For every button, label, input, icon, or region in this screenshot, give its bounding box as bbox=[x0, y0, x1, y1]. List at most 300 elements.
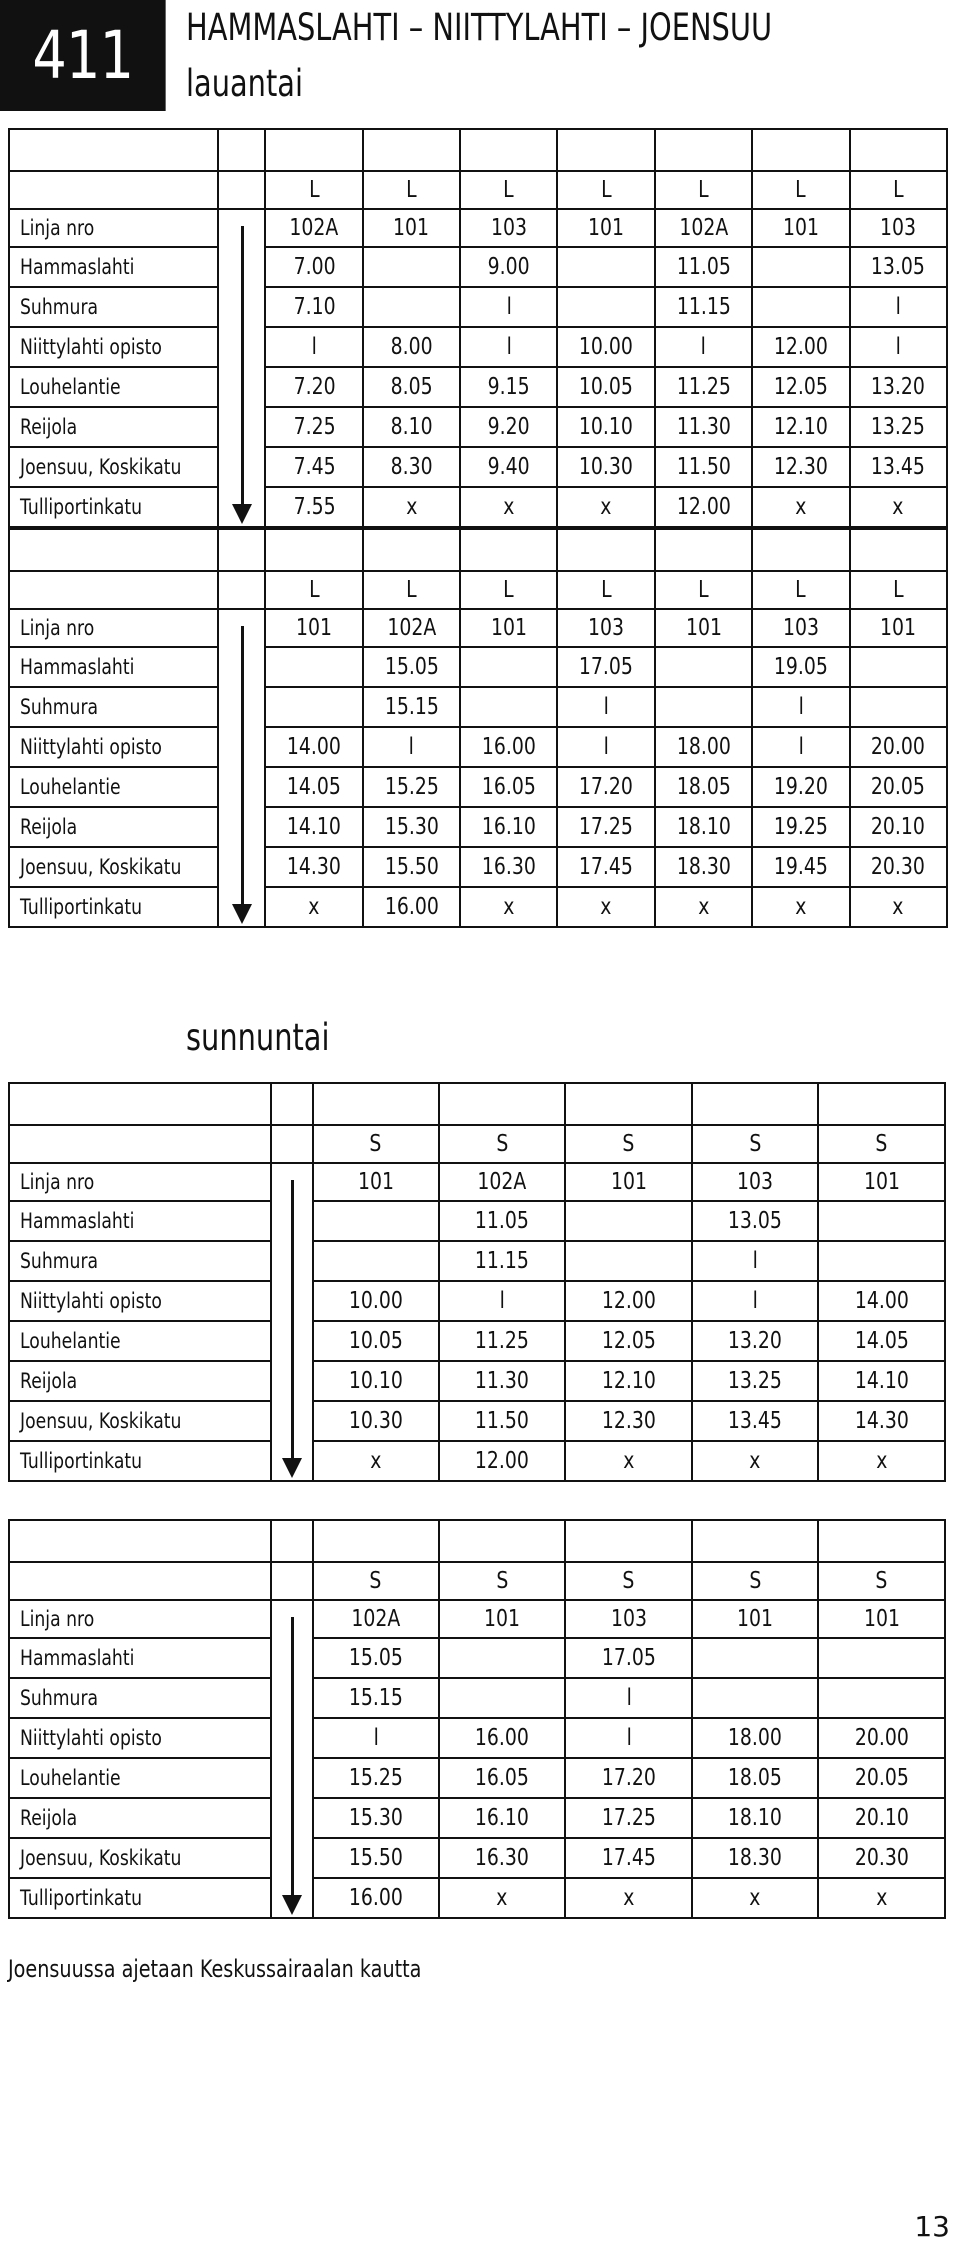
departure-time: 10.00 bbox=[348, 1288, 403, 1314]
empty-cell bbox=[218, 129, 266, 171]
line-number: 101 bbox=[393, 215, 430, 241]
time-cell bbox=[557, 727, 654, 767]
departure-time: 14.10 bbox=[854, 1368, 909, 1394]
code-row-label bbox=[9, 1562, 271, 1600]
departure-time: 16.00 bbox=[481, 734, 536, 760]
line-number: 101 bbox=[737, 1606, 774, 1632]
departure-time: 11.15 bbox=[676, 294, 731, 320]
departure-time: l bbox=[798, 694, 804, 720]
empty-cell bbox=[692, 1083, 818, 1125]
departure-time: 10.10 bbox=[348, 1368, 403, 1394]
stop-row bbox=[9, 847, 947, 887]
departure-time: 20.30 bbox=[854, 1845, 909, 1871]
stop-label-cell bbox=[9, 687, 218, 727]
timetable-2 bbox=[8, 528, 948, 928]
day-code-cell bbox=[313, 1125, 439, 1163]
line-number: 103 bbox=[588, 615, 625, 641]
time-cell bbox=[313, 1838, 439, 1878]
time-cell bbox=[363, 327, 460, 367]
departure-time: 18.05 bbox=[728, 1765, 783, 1791]
time-cell bbox=[439, 1201, 565, 1241]
day-code: L bbox=[406, 577, 417, 603]
code-row bbox=[9, 1125, 945, 1163]
day-code-cell bbox=[439, 1562, 565, 1600]
stop-row bbox=[9, 1758, 945, 1798]
departure-time: 12.10 bbox=[601, 1368, 656, 1394]
time-cell bbox=[439, 1401, 565, 1441]
departure-time: 18.05 bbox=[676, 774, 731, 800]
stop-label: Hammaslahti bbox=[20, 1209, 135, 1233]
departure-time: 12.00 bbox=[601, 1288, 656, 1314]
time-cell bbox=[692, 1758, 818, 1798]
departure-time: 18.00 bbox=[676, 734, 731, 760]
day-code: L bbox=[600, 577, 612, 603]
departure-time: l bbox=[603, 694, 609, 720]
departure-time: 15.25 bbox=[348, 1765, 403, 1791]
time-cell bbox=[265, 807, 362, 847]
day-code: S bbox=[749, 1568, 762, 1594]
time-cell bbox=[557, 247, 654, 287]
time-cell bbox=[818, 1321, 945, 1361]
stop-row bbox=[9, 1441, 945, 1481]
time-cell bbox=[818, 1201, 945, 1241]
day-code-cell bbox=[265, 571, 362, 609]
departure-time: 19.20 bbox=[773, 774, 828, 800]
time-cell bbox=[655, 647, 752, 687]
stop-label-cell bbox=[9, 887, 218, 927]
departure-time: l bbox=[603, 734, 609, 760]
time-cell bbox=[752, 247, 849, 287]
stop-label: Linja nro bbox=[20, 616, 95, 640]
line-number: 101 bbox=[863, 1606, 900, 1632]
stop-row bbox=[9, 767, 947, 807]
time-cell bbox=[460, 807, 557, 847]
time-cell bbox=[818, 1838, 945, 1878]
stop-label-cell bbox=[9, 247, 218, 287]
empty-cell bbox=[655, 529, 752, 571]
stop-label-cell bbox=[9, 1878, 271, 1918]
departure-time: 7.00 bbox=[293, 254, 336, 280]
time-cell bbox=[655, 807, 752, 847]
stop-label: Suhmura bbox=[20, 1686, 99, 1710]
time-cell bbox=[692, 1281, 818, 1321]
stop-row bbox=[9, 1361, 945, 1401]
empty-cell bbox=[439, 1520, 565, 1562]
time-cell bbox=[313, 1361, 439, 1401]
direction-arrow-icon bbox=[241, 226, 244, 520]
stop-label: Louhelantie bbox=[20, 375, 121, 399]
line-number-cell bbox=[818, 1163, 945, 1201]
time-cell bbox=[655, 847, 752, 887]
day-code: L bbox=[893, 177, 904, 203]
time-cell bbox=[850, 847, 947, 887]
time-cell bbox=[363, 247, 460, 287]
departure-time: l bbox=[752, 1248, 758, 1274]
code-row-spacer bbox=[271, 1125, 313, 1163]
stop-label: Linja nro bbox=[20, 216, 95, 240]
time-cell bbox=[692, 1201, 818, 1241]
time-cell bbox=[850, 887, 947, 927]
time-cell bbox=[565, 1281, 691, 1321]
departure-time: x bbox=[749, 1885, 761, 1911]
time-cell bbox=[752, 887, 849, 927]
stop-label-cell bbox=[9, 1838, 271, 1878]
time-cell bbox=[655, 887, 752, 927]
empty-cell bbox=[9, 1083, 271, 1125]
time-cell bbox=[655, 687, 752, 727]
time-cell bbox=[439, 1878, 565, 1918]
stop-label-cell bbox=[9, 1638, 271, 1678]
departure-time: 16.10 bbox=[475, 1805, 530, 1831]
line-number-cell bbox=[752, 609, 849, 647]
empty-cell bbox=[313, 1520, 439, 1562]
line-number-cell bbox=[565, 1163, 691, 1201]
stop-label: Suhmura bbox=[20, 695, 99, 719]
time-cell bbox=[818, 1878, 945, 1918]
empty-cell bbox=[9, 529, 218, 571]
stop-label: Louhelantie bbox=[20, 1329, 121, 1353]
code-row bbox=[9, 1562, 945, 1600]
stop-label-cell bbox=[9, 447, 218, 487]
time-cell bbox=[692, 1441, 818, 1481]
stop-label: Hammaslahti bbox=[20, 255, 135, 279]
stop-label-cell bbox=[9, 1241, 271, 1281]
stop-label: Linja nro bbox=[20, 1170, 95, 1194]
time-cell bbox=[460, 687, 557, 727]
stop-label: Joensuu, Koskikatu bbox=[20, 1409, 182, 1433]
departure-time: 18.10 bbox=[676, 814, 731, 840]
departure-time: x bbox=[623, 1885, 635, 1911]
departure-time: 13.25 bbox=[728, 1368, 783, 1394]
stop-label-cell bbox=[9, 1281, 271, 1321]
time-cell bbox=[655, 767, 752, 807]
line-number-cell bbox=[265, 209, 362, 247]
stop-label: Reijola bbox=[20, 1369, 78, 1393]
departure-time: 17.25 bbox=[579, 814, 634, 840]
stop-label: Reijola bbox=[20, 1806, 78, 1830]
line-number-cell bbox=[565, 1600, 691, 1638]
time-cell bbox=[460, 487, 557, 527]
stop-label-cell bbox=[9, 327, 218, 367]
departure-time: 20.05 bbox=[871, 774, 926, 800]
departure-time: x bbox=[496, 1885, 508, 1911]
time-cell bbox=[265, 367, 362, 407]
time-cell bbox=[265, 287, 362, 327]
time-cell bbox=[850, 407, 947, 447]
departure-time: x bbox=[503, 494, 515, 520]
departure-time: x bbox=[370, 1448, 382, 1474]
time-cell bbox=[363, 407, 460, 447]
departure-time: 17.25 bbox=[601, 1805, 656, 1831]
stop-label-cell bbox=[9, 287, 218, 327]
stop-label: Niittylahti opisto bbox=[20, 335, 162, 359]
departure-time: 20.10 bbox=[871, 814, 926, 840]
empty-cell bbox=[218, 529, 265, 571]
time-cell bbox=[265, 447, 362, 487]
time-cell bbox=[818, 1281, 945, 1321]
departure-time: l bbox=[408, 734, 415, 760]
departure-time: 17.05 bbox=[601, 1645, 656, 1671]
code-row-label bbox=[9, 171, 218, 209]
stop-row bbox=[9, 327, 947, 367]
stop-label-cell bbox=[9, 1718, 271, 1758]
time-cell bbox=[655, 487, 752, 527]
time-cell bbox=[692, 1798, 818, 1838]
time-cell bbox=[265, 687, 362, 727]
day-code: S bbox=[496, 1568, 509, 1594]
time-cell bbox=[557, 287, 654, 327]
day-code: L bbox=[795, 577, 807, 603]
departure-time: 9.40 bbox=[487, 454, 530, 480]
time-cell bbox=[460, 367, 557, 407]
time-cell bbox=[439, 1441, 565, 1481]
departure-time: 19.45 bbox=[773, 854, 828, 880]
day-code: S bbox=[496, 1131, 509, 1157]
departure-time: 18.30 bbox=[676, 854, 731, 880]
time-cell bbox=[460, 847, 557, 887]
time-cell bbox=[850, 687, 947, 727]
stop-label-cell bbox=[9, 807, 218, 847]
empty-cell bbox=[271, 1520, 313, 1562]
stop-label: Niittylahti opisto bbox=[20, 735, 162, 759]
time-cell bbox=[439, 1321, 565, 1361]
stop-label-cell bbox=[9, 1798, 271, 1838]
line-number-cell bbox=[655, 209, 752, 247]
time-cell bbox=[313, 1718, 439, 1758]
departure-time: 11.15 bbox=[475, 1248, 530, 1274]
departure-time: x bbox=[892, 494, 904, 520]
stop-label-cell bbox=[9, 1678, 271, 1718]
stop-label: Joensuu, Koskikatu bbox=[20, 1846, 182, 1870]
day-code: L bbox=[600, 177, 612, 203]
direction-arrow-icon bbox=[241, 626, 244, 920]
departure-time: 20.10 bbox=[854, 1805, 909, 1831]
departure-time: 15.05 bbox=[348, 1645, 403, 1671]
time-cell bbox=[692, 1638, 818, 1678]
time-cell bbox=[460, 647, 557, 687]
departure-time: 8.30 bbox=[390, 454, 433, 480]
empty-cell bbox=[565, 1520, 691, 1562]
stop-label-cell bbox=[9, 487, 218, 527]
line-row bbox=[9, 609, 947, 647]
empty-row bbox=[9, 129, 947, 171]
departure-time: 14.00 bbox=[854, 1288, 909, 1314]
time-cell bbox=[557, 647, 654, 687]
day-code-cell bbox=[752, 171, 849, 209]
timetable-4 bbox=[8, 1519, 946, 1919]
day-code-cell bbox=[692, 1562, 818, 1600]
time-cell bbox=[565, 1401, 691, 1441]
departure-time: 20.30 bbox=[871, 854, 926, 880]
stop-row bbox=[9, 1401, 945, 1441]
line-number-cell bbox=[363, 609, 460, 647]
line-number-cell bbox=[439, 1600, 565, 1638]
day-code: S bbox=[622, 1568, 635, 1594]
departure-time: 7.45 bbox=[293, 454, 336, 480]
line-number: 101 bbox=[588, 215, 625, 241]
empty-cell bbox=[265, 529, 362, 571]
departure-time: l bbox=[373, 1725, 379, 1751]
time-cell bbox=[265, 327, 362, 367]
departure-time: l bbox=[499, 1288, 505, 1314]
stop-row bbox=[9, 1878, 945, 1918]
departure-time: 11.50 bbox=[475, 1408, 530, 1434]
line-number: 103 bbox=[490, 215, 527, 241]
stop-label: Linja nro bbox=[20, 1607, 95, 1631]
direction-arrow-cell bbox=[218, 609, 265, 927]
time-cell bbox=[313, 1758, 439, 1798]
day-code: L bbox=[406, 177, 417, 203]
time-cell bbox=[752, 407, 849, 447]
departure-time: x bbox=[600, 894, 612, 920]
departure-time: 19.25 bbox=[773, 814, 828, 840]
day-code-cell bbox=[363, 171, 460, 209]
day-code: L bbox=[308, 577, 320, 603]
time-cell bbox=[557, 687, 654, 727]
direction-arrow-cell bbox=[271, 1600, 313, 1918]
line-number: 101 bbox=[296, 615, 333, 641]
time-cell bbox=[692, 1838, 818, 1878]
stop-row bbox=[9, 887, 947, 927]
departure-time: 11.30 bbox=[475, 1368, 530, 1394]
departure-time: l bbox=[752, 1288, 758, 1314]
departure-time: l bbox=[506, 334, 512, 360]
time-cell bbox=[313, 1678, 439, 1718]
stop-label: Louhelantie bbox=[20, 775, 121, 799]
line-number-cell bbox=[265, 609, 362, 647]
direction-arrow-cell bbox=[271, 1163, 313, 1481]
time-cell bbox=[655, 407, 752, 447]
departure-time: 13.45 bbox=[871, 454, 926, 480]
time-cell bbox=[265, 847, 362, 887]
time-cell bbox=[363, 687, 460, 727]
time-cell bbox=[655, 327, 752, 367]
stop-row bbox=[9, 407, 947, 447]
page-number: 13 bbox=[914, 2210, 950, 2243]
departure-time: 20.05 bbox=[854, 1765, 909, 1791]
departure-time: 18.30 bbox=[728, 1845, 783, 1871]
departure-time: 10.10 bbox=[579, 414, 634, 440]
line-number: 101 bbox=[782, 215, 819, 241]
departure-time: 15.30 bbox=[384, 814, 439, 840]
time-cell bbox=[265, 407, 362, 447]
time-cell bbox=[265, 647, 362, 687]
departure-time: 11.30 bbox=[676, 414, 731, 440]
time-cell bbox=[692, 1401, 818, 1441]
stop-row bbox=[9, 727, 947, 767]
time-cell bbox=[460, 727, 557, 767]
stop-label-cell bbox=[9, 1361, 271, 1401]
stop-row bbox=[9, 1241, 945, 1281]
time-cell bbox=[557, 767, 654, 807]
line-row bbox=[9, 209, 947, 247]
departure-time: 11.25 bbox=[475, 1328, 530, 1354]
line-number-cell bbox=[752, 209, 849, 247]
empty-cell bbox=[363, 529, 460, 571]
time-cell bbox=[692, 1718, 818, 1758]
time-cell bbox=[692, 1241, 818, 1281]
stop-label-cell bbox=[9, 727, 218, 767]
departure-time: 17.20 bbox=[601, 1765, 656, 1791]
departure-time: x bbox=[623, 1448, 635, 1474]
departure-time: x bbox=[308, 894, 320, 920]
time-cell bbox=[818, 1441, 945, 1481]
time-cell bbox=[818, 1361, 945, 1401]
empty-cell bbox=[460, 129, 557, 171]
time-cell bbox=[850, 367, 947, 407]
departure-time: l bbox=[626, 1685, 632, 1711]
time-cell bbox=[752, 287, 849, 327]
stop-row bbox=[9, 447, 947, 487]
direction-arrow-icon bbox=[291, 1180, 294, 1474]
departure-time: 8.10 bbox=[390, 414, 433, 440]
time-cell bbox=[557, 447, 654, 487]
code-row-spacer bbox=[271, 1562, 313, 1600]
departure-time: 10.00 bbox=[579, 334, 634, 360]
stop-label-cell bbox=[9, 367, 218, 407]
code-row-label bbox=[9, 1125, 271, 1163]
empty-row bbox=[9, 1083, 945, 1125]
line-number-cell bbox=[313, 1600, 439, 1638]
line-number-cell bbox=[692, 1600, 818, 1638]
day-code-cell bbox=[752, 571, 849, 609]
day-code-cell bbox=[460, 571, 557, 609]
departure-time: 15.50 bbox=[348, 1845, 403, 1871]
departure-time: 7.20 bbox=[293, 374, 336, 400]
day-code-cell bbox=[850, 171, 947, 209]
stop-label: Joensuu, Koskikatu bbox=[20, 455, 182, 479]
departure-time: 16.05 bbox=[481, 774, 536, 800]
departure-time: 16.00 bbox=[475, 1725, 530, 1751]
departure-time: x bbox=[876, 1448, 888, 1474]
time-cell bbox=[565, 1878, 691, 1918]
time-cell bbox=[313, 1441, 439, 1481]
footnote: Joensuussa ajetaan Keskussairaalan kautta bbox=[8, 1955, 422, 1983]
departure-time: 15.50 bbox=[384, 854, 439, 880]
time-cell bbox=[313, 1638, 439, 1678]
direction-arrow-icon bbox=[291, 1617, 294, 1911]
day-code-cell bbox=[363, 571, 460, 609]
line-number-cell bbox=[692, 1163, 818, 1201]
departure-time: 10.30 bbox=[348, 1408, 403, 1434]
time-cell bbox=[557, 847, 654, 887]
time-cell bbox=[439, 1838, 565, 1878]
departure-time: 10.30 bbox=[579, 454, 634, 480]
departure-time: x bbox=[892, 894, 904, 920]
departure-time: 13.25 bbox=[871, 414, 926, 440]
stop-label-cell bbox=[9, 1321, 271, 1361]
departure-time: 11.05 bbox=[475, 1208, 530, 1234]
departure-time: 12.00 bbox=[475, 1448, 530, 1474]
departure-time: x bbox=[749, 1448, 761, 1474]
departure-time: l bbox=[700, 334, 707, 360]
empty-cell bbox=[655, 129, 752, 171]
departure-time: x bbox=[405, 494, 418, 520]
time-cell bbox=[850, 807, 947, 847]
line-number-cell bbox=[850, 209, 947, 247]
stop-label: Reijola bbox=[20, 815, 78, 839]
day-code-cell bbox=[565, 1125, 691, 1163]
empty-cell bbox=[818, 1083, 945, 1125]
line-number-cell bbox=[850, 609, 947, 647]
time-cell bbox=[265, 487, 362, 527]
saturday-label: lauantai bbox=[186, 62, 303, 105]
time-cell bbox=[313, 1798, 439, 1838]
time-cell bbox=[752, 807, 849, 847]
day-code-cell bbox=[557, 171, 654, 209]
time-cell bbox=[557, 327, 654, 367]
stop-label-cell bbox=[9, 1163, 271, 1201]
